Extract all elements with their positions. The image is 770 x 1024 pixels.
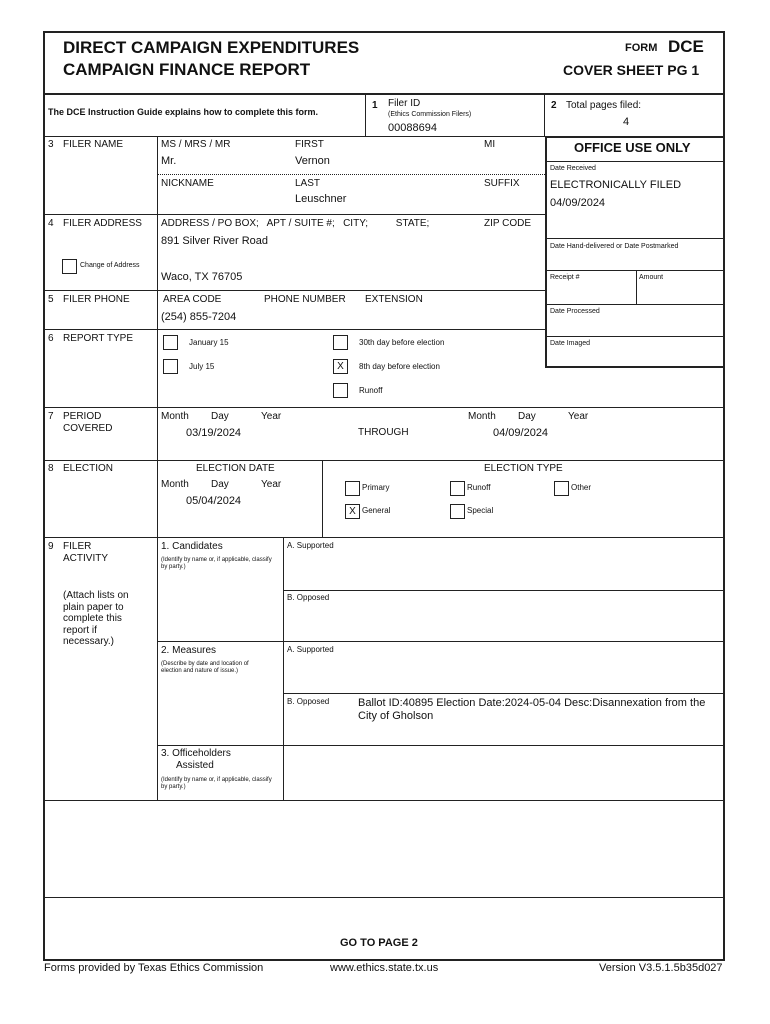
extension-label: EXTENSION [365,294,423,305]
date-received-line1: ELECTRONICALLY FILED [550,179,682,191]
filer-id-sub: (Ethics Commission Filers) [388,111,472,118]
instructions-text: The DCE Instruction Guide explains how to complete this form. [48,107,319,117]
divider [283,537,284,800]
divider [283,590,725,591]
activity-label-2: ACTIVITY [63,553,109,564]
address-field-labels: ADDRESS / PO BOX; APT / SUITE #; CITY; STATE; [161,218,430,229]
divider [544,95,545,137]
30th-day-label: 30th day before election [359,338,445,347]
candidates-opposed-label: B. Opposed [287,593,330,602]
runoff-report-label: Runoff [359,386,383,395]
special-label: Special [467,506,494,515]
to-year-label: Year [568,411,589,422]
filer-id-num: 1 [372,100,378,111]
divider [546,238,725,239]
july-15-label: July 15 [189,362,215,371]
to-month-label: Month [468,411,496,422]
go-to-page-2: GO TO PAGE 2 [340,937,418,949]
measures-opposed-value: Ballot ID:40895 Election Date:2024-05-04 Desc:Disannexation from the City of Gholson [358,697,706,722]
to-day-label: Day [518,411,536,422]
officeholders-note: (Identify by name or, if applicable, classify by party.) [161,777,272,791]
suffix-label: SUFFIX [484,178,520,189]
divider [322,460,323,537]
candidates-label: 1. Candidates [161,541,223,552]
phone-value: (254) 855-7204 [161,311,237,323]
period-to-value: 04/09/2024 [493,427,549,439]
filer-name-num: 3 [48,139,54,150]
8th-day-checkbox[interactable]: X [333,359,348,374]
website-link[interactable]: www.ethics.state.tx.us [330,962,439,974]
from-day-label: Day [211,411,229,422]
8th-day-label: 8th day before election [359,362,440,371]
general-checkbox[interactable]: X [345,504,360,519]
period-label-1: PERIOD [63,411,102,422]
through-label: THROUGH [358,427,409,438]
officeholders-label-2: Assisted [176,760,214,771]
address-line2: Waco, TX 76705 [161,271,243,283]
cover-sheet-label: COVER SHEET PG 1 [563,62,700,78]
form-title-line1: DIRECT CAMPAIGN EXPENDITURES [63,38,360,57]
change-of-address-checkbox[interactable] [62,259,77,274]
election-label: ELECTION [63,463,114,474]
first-label: FIRST [295,139,324,150]
from-month-label: Month [161,411,189,422]
attach-note: (Attach lists on plain paper to complete this report if necessary.) [63,590,129,647]
office-use-title: OFFICE USE ONLY [574,140,691,155]
divider [546,304,725,305]
divider [283,693,725,694]
divider [43,290,546,291]
form-title-line2: CAMPAIGN FINANCE REPORT [63,60,311,79]
divider [43,460,725,461]
prefix-value: Mr. [161,155,177,167]
special-checkbox[interactable] [450,504,465,519]
phone-number-label: PHONE NUMBER [264,294,346,305]
measures-note: (Describe by date and location of election and nature of issue.) [161,661,249,675]
address-line1: 891 Silver River Road [161,235,268,247]
period-from-value: 03/19/2024 [186,427,242,439]
mi-label: MI [484,139,496,150]
date-imaged-label: Date Imaged [550,340,591,347]
area-code-label: AREA CODE [163,294,222,305]
divider [546,161,725,162]
election-date-value: 05/04/2024 [186,495,242,507]
runoff-election-checkbox[interactable] [450,481,465,496]
election-year-label: Year [261,479,282,490]
primary-label: Primary [362,483,390,492]
divider [43,537,725,538]
report-type-num: 6 [48,333,54,344]
prefix-label: MS / MRS / MR [161,139,231,150]
activity-num: 9 [48,541,54,552]
officeholders-label-1: 3. Officeholders [161,748,231,759]
january-15-checkbox[interactable] [163,335,178,350]
primary-checkbox[interactable] [345,481,360,496]
filer-address-num: 4 [48,218,54,229]
date-received-label: Date Received [550,165,596,172]
divider [43,214,546,215]
form-name: DCE [668,37,704,56]
version-label: Version V3.5.1.5b35d027 [599,962,723,974]
filer-name-label: FILER NAME [63,139,124,150]
provided-by: Forms provided by Texas Ethics Commission [44,962,264,974]
form-label: FORM [625,42,658,54]
filer-phone-label: FILER PHONE [63,294,130,305]
activity-label-1: FILER [63,541,92,552]
election-type-label: ELECTION TYPE [484,463,563,474]
date-received-line2: 04/09/2024 [550,197,606,209]
receipt-label: Receipt # [550,274,580,281]
first-name-value: Vernon [295,155,330,167]
july-15-checkbox[interactable] [163,359,178,374]
hand-delivered-label: Date Hand-delivered or Date Postmarked [550,243,679,250]
amount-label: Amount [639,274,664,281]
candidates-supported-label: A. Supported [287,541,334,550]
period-num: 7 [48,411,54,422]
zip-code-label: ZIP CODE [484,218,532,229]
name-dotted-divider [157,174,545,175]
label-column-divider [157,136,158,800]
runoff-report-checkbox[interactable] [333,383,348,398]
election-date-label: ELECTION DATE [196,463,275,474]
date-processed-label: Date Processed [550,308,600,315]
total-pages-label: Total pages filed: [566,100,642,111]
total-pages-num: 2 [551,100,557,111]
total-pages-value: 4 [623,116,630,128]
period-label-2: COVERED [63,423,113,434]
other-label: Other [571,483,592,492]
measures-opposed-label: B. Opposed [287,697,330,706]
30th-day-checkbox[interactable] [333,335,348,350]
candidates-note: (Identify by name or, if applicable, classify by party.) [161,557,272,571]
divider [546,336,725,337]
filer-id-label: Filer ID [388,98,421,109]
measures-label: 2. Measures [161,645,217,656]
divider [157,745,725,746]
other-checkbox[interactable] [554,481,569,496]
runoff-election-label: Runoff [467,483,491,492]
divider [43,800,725,801]
filer-address-label: FILER ADDRESS [63,218,142,229]
from-year-label: Year [261,411,282,422]
nickname-label: NICKNAME [161,178,214,189]
divider [43,407,725,408]
change-of-address-label: Change of Address [80,262,140,269]
election-day-label: Day [211,479,229,490]
filer-phone-num: 5 [48,294,54,305]
measures-supported-label: A. Supported [287,645,334,654]
divider [43,897,725,898]
divider [43,329,546,330]
january-15-label: January 15 [189,338,229,347]
last-name-value: Leuschner [295,193,347,205]
election-num: 8 [48,463,54,474]
divider [365,95,366,137]
last-label: LAST [295,178,321,189]
header-divider [43,93,725,95]
general-label: General [362,506,391,515]
divider [157,641,725,642]
election-month-label: Month [161,479,189,490]
filer-id-value: 00088694 [388,122,437,134]
divider [636,270,637,304]
report-type-label: REPORT TYPE [63,333,134,344]
